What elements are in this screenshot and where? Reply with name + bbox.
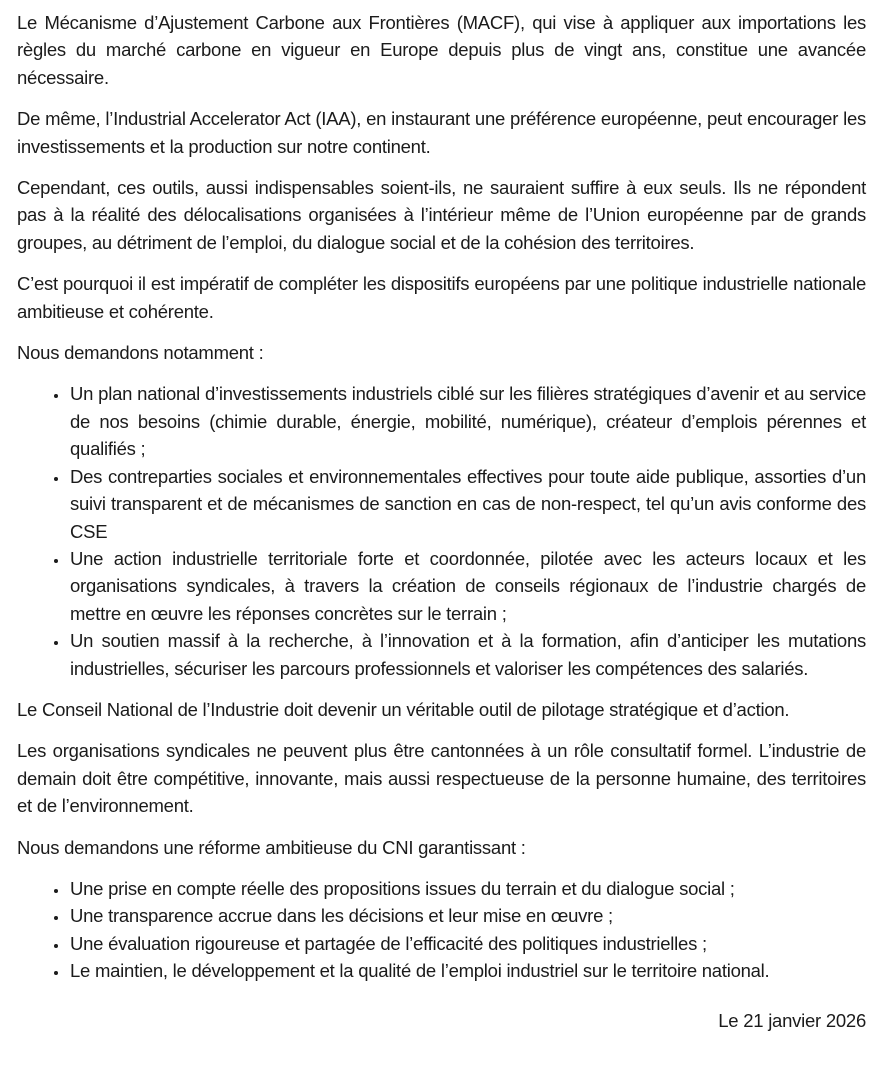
document-date: Le 21 janvier 2026 [718, 1009, 866, 1031]
demands-list [17, 380, 866, 681]
cni-reform-intro: Nous demandons une réforme ambitieuse du CNI garantissant : [17, 836, 526, 858]
list-item: • Un soutien massif à la recherche, à l’innovation et à la formation, afin d’anticiper les mutations industrielles, sécuriser les parcours professionnels et valoriser les compétences des salariés. [69, 627, 866, 682]
paragraph-unions: Les organisations syndicales ne peuvent plus être cantonnées à un rôle consultatif formel. L’industrie de demain doit être compétitive, innovante, mais aussi respectueuse de la personne humaine, des territoires et de l’environnement. [17, 740, 866, 817]
list-item: • Une transparence accrue dans les décisions et leur mise en œuvre ; [69, 902, 866, 929]
list-item: • Une action industrielle territoriale forte et coordonnée, pilotée avec les acteurs locaux et les organisations syndicales, à travers la création de conseils régionaux de l’industrie chargés de mettre en œuvre les réponses concrètes sur le terrain ; [69, 545, 866, 627]
paragraph-cni-role: Le Conseil National de l’Industrie doit devenir un véritable outil de pilotage stratégique et d’action. [17, 698, 790, 720]
list-item: • Des contreparties sociales et environnementales effectives pour toute aide publique, assorties d’un suivi transparent et de mécanismes de sanction en cas de non-respect, tel qu’un avis conforme des CSE [69, 463, 866, 545]
paragraph-national-policy: C’est pourquoi il est impératif de compléter les dispositifs européens par une politique industrielle nationale ambitieuse et cohérente. [17, 273, 866, 322]
paragraph-iaa: De même, l’Industrial Accelerator Act (IAA), en instaurant une préférence européenne, peut encourager les investissements et la production sur notre continent. [17, 108, 866, 157]
list-item: • Une prise en compte réelle des propositions issues du terrain et du dialogue social ; [69, 875, 866, 902]
paragraph-macf: Le Mécanisme d’Ajustement Carbone aux Frontières (MACF), qui vise à appliquer aux importations les règles du marché carbone en vigueur en Europe depuis plus de vingt ans, constitue une avancée nécessaire. [17, 12, 866, 88]
list-item: • Un plan national d’investissements industriels ciblé sur les filières stratégiques d’avenir et au service de nos besoins (chimie durable, énergie, mobilité, numérique), créateur d’emplois pérennes et qualifiés ; [69, 380, 866, 462]
list-item: • Le maintien, le développement et la qualité de l’emploi industriel sur le territoire national. [69, 957, 866, 984]
list-item: • Une évaluation rigoureuse et partagée de l’efficacité des politiques industrielles ; [69, 930, 866, 957]
paragraph-limits: Cependant, ces outils, aussi indispensables soient-ils, ne sauraient suffire à eux seuls. Ils ne répondent pas à la réalité des délocalisations organisées à l’intérieur même de l’Union européenne par de grands groupes, au détriment de l’emploi, du dialogue social et de la cohésion des territoires. [17, 177, 866, 253]
demands-intro: Nous demandons notamment : [17, 342, 264, 364]
cni-demands-list [17, 875, 866, 985]
